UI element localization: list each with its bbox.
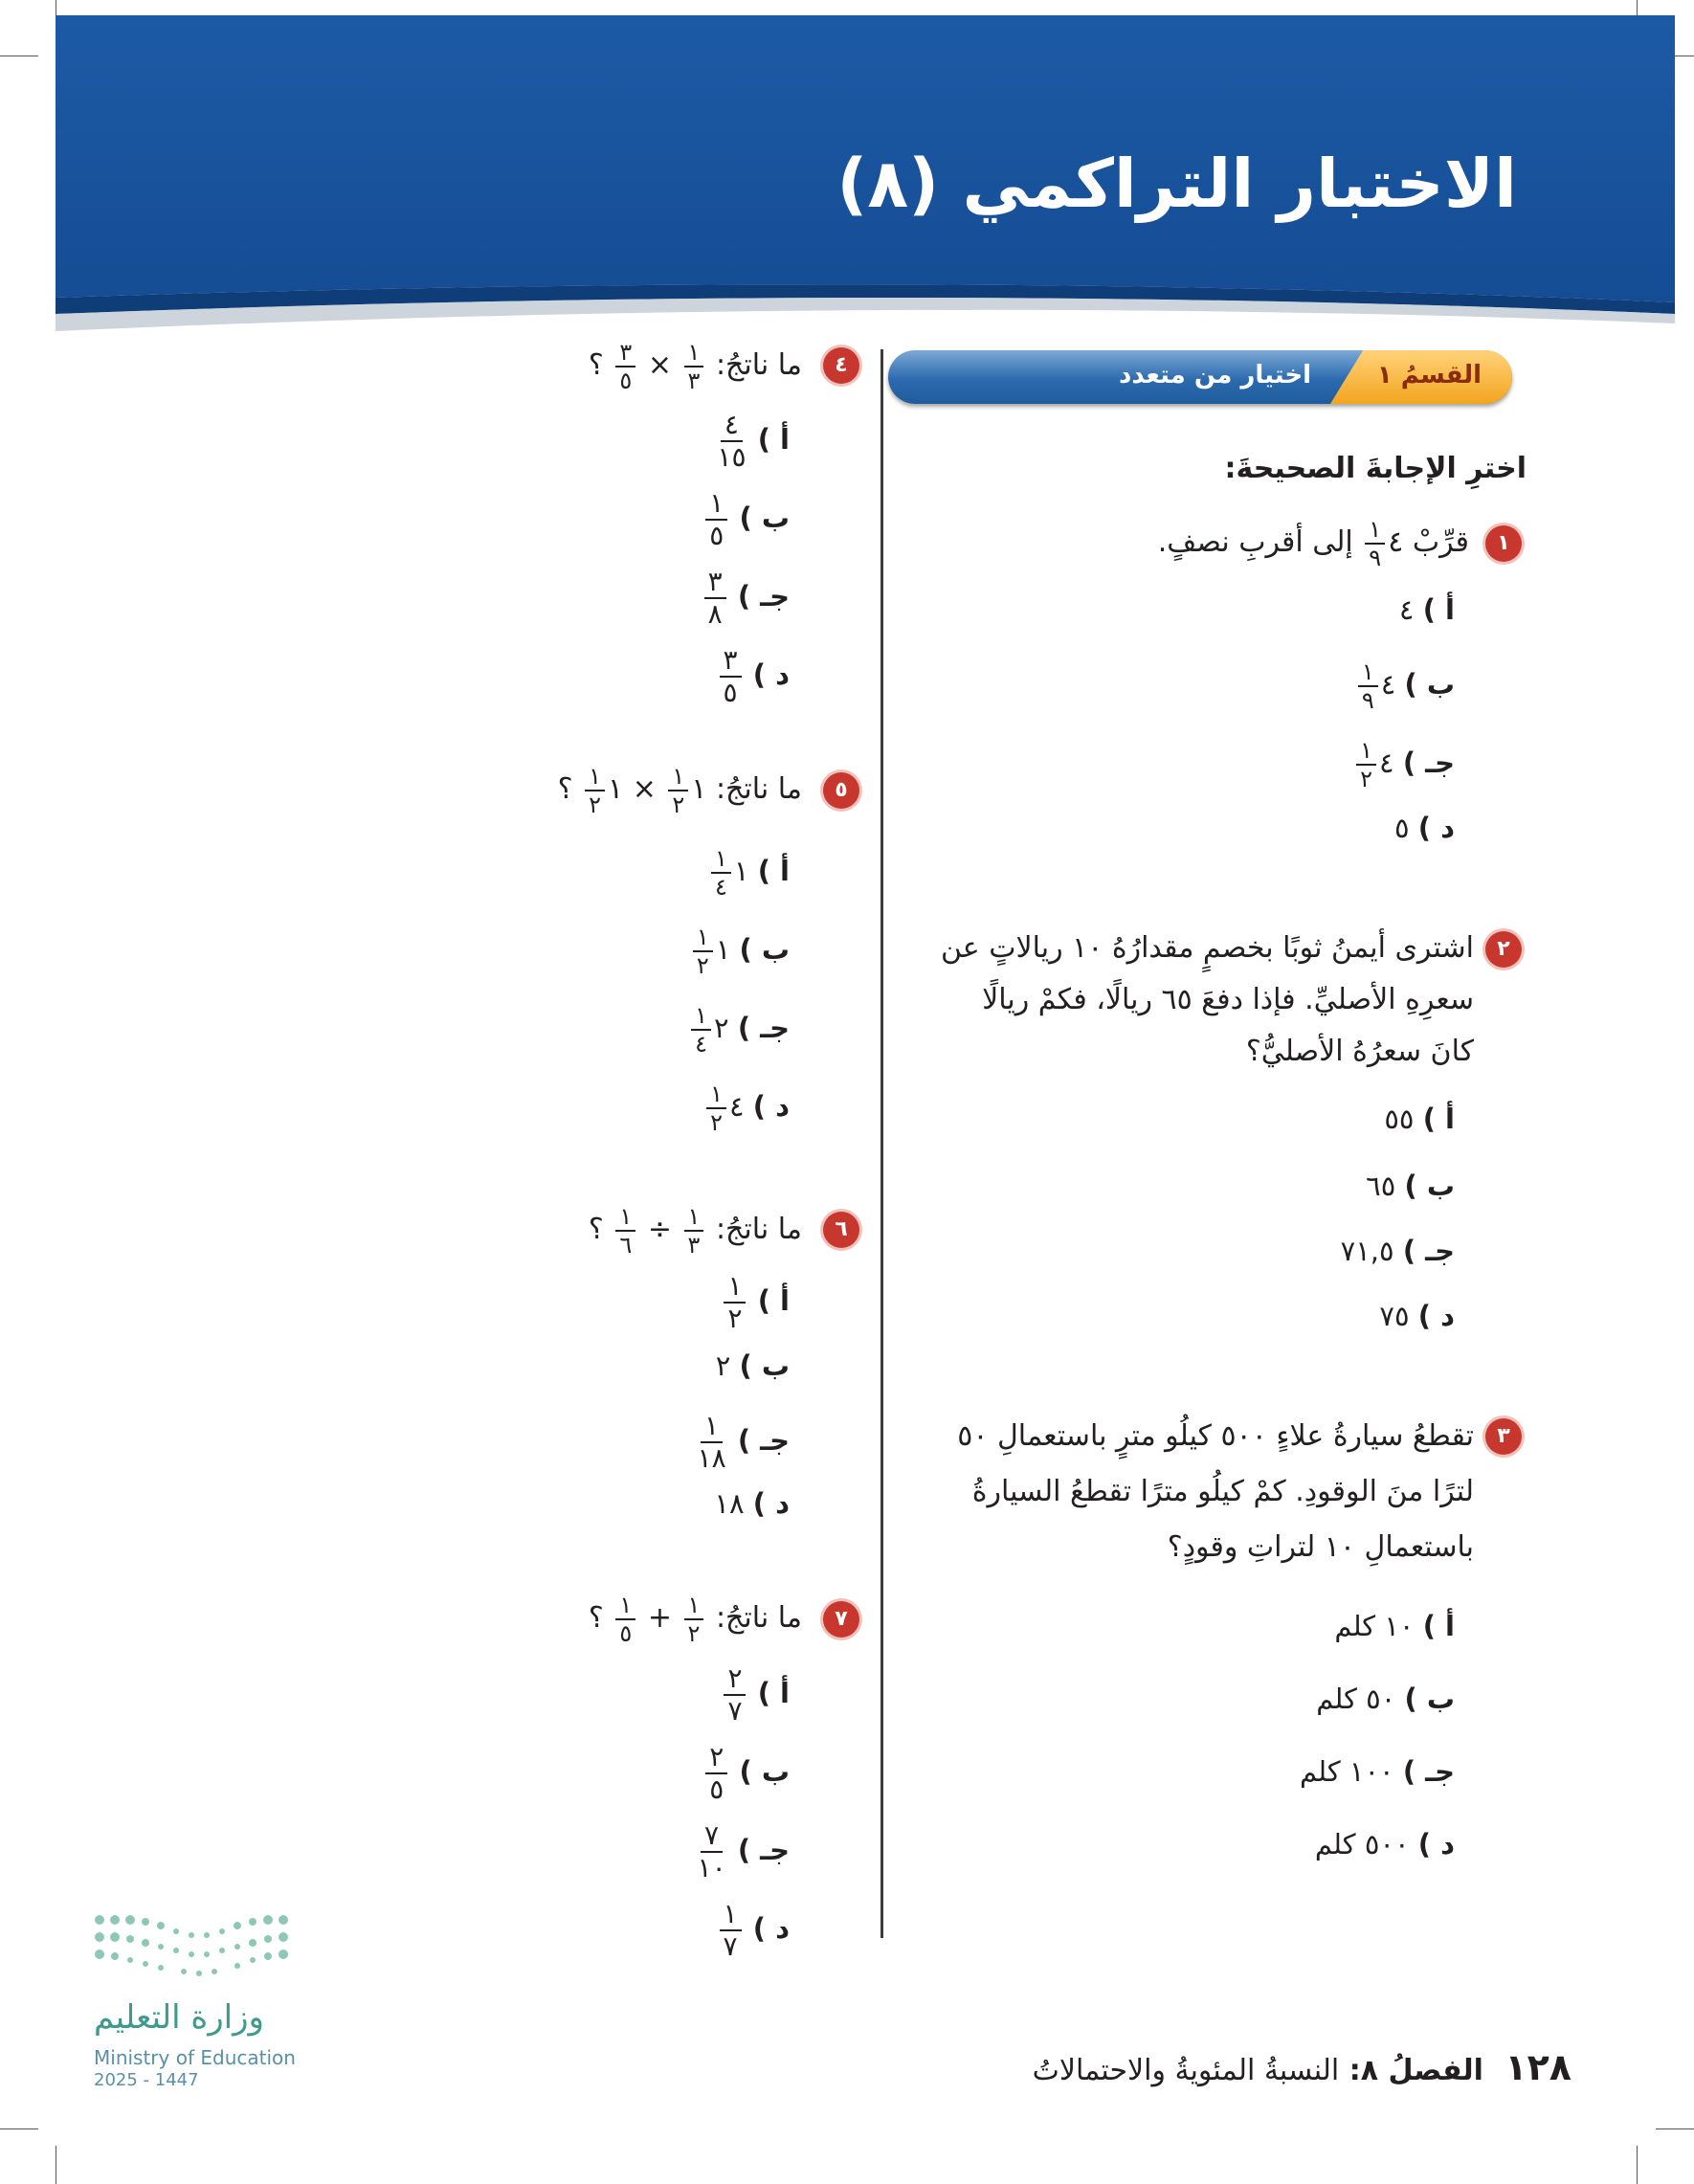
option-d[interactable]: د ) ٥: [1393, 812, 1455, 844]
option-c[interactable]: جـ ) $\frac{٣}{٨}$: [702, 568, 790, 628]
option-b[interactable]: ب ) $\frac{١}{٥}$: [702, 490, 790, 549]
page-title: الاختبار التراكمي (٨): [836, 145, 1517, 223]
option-b[interactable]: ب ) ٤ $\frac{١}{٩}$: [1355, 660, 1455, 712]
question-number: ٥: [823, 772, 859, 809]
page-footer: [1033, 2046, 1571, 2088]
page-number: ١٢٨: [1505, 2046, 1571, 2088]
option-d[interactable]: د ) $\frac{١}{٧}$: [717, 1901, 791, 1960]
crop-mark: [0, 2128, 38, 2129]
option-b[interactable]: ب ) ٥٠ كلم: [1316, 1683, 1455, 1715]
question-text: اشترى أيمنُ ثوبًا بخصمٍ مقدارُهُ ١٠ ريالاتٍ عن سعرِهِ الأصليِّ. فإذا دفعَ ٦٥ ريالًا، فكمْ ريالًا كانَ سعرُهُ الأصليُّ؟: [940, 931, 1474, 1068]
crop-mark: [1637, 2146, 1638, 2184]
section-label: اختيار من متعدد: [1119, 361, 1311, 390]
crop-mark: [1656, 2128, 1694, 2129]
instruction: اخترِ الإجابةَ الصحيحةَ:: [1224, 452, 1527, 485]
ministry-name-arabic: وزارة التعليم: [94, 1998, 264, 2037]
option-c[interactable]: جـ ) ١٠٠ كلم: [1299, 1755, 1455, 1788]
option-b[interactable]: ب ) ١ $\frac{١}{٢}$: [690, 925, 790, 977]
section-number: القسمُ ١: [1376, 361, 1482, 390]
option-d[interactable]: د ) ١٨: [714, 1487, 790, 1520]
option-d[interactable]: د ) ٤ $\frac{١}{٢}$: [703, 1082, 790, 1134]
option-d[interactable]: د ) ٧٥: [1379, 1300, 1455, 1332]
question-number: ١: [1485, 525, 1522, 562]
question-number: ٤: [823, 347, 859, 384]
option-c[interactable]: جـ ) ٧١,٥: [1340, 1235, 1455, 1267]
section-header: [888, 350, 1512, 404]
ministry-logo-icon: [92, 1912, 302, 1989]
option-d[interactable]: د ) ٥٠٠ كلم: [1314, 1828, 1455, 1861]
ministry-year: 2025 - 1447: [94, 2070, 199, 2090]
question-text: ما ناتجُ: $\frac{١}{٣}$ ÷ $\frac{١}{٦}$ ؟: [588, 1202, 802, 1259]
option-b[interactable]: ب ) $\frac{٢}{٥}$: [702, 1744, 790, 1803]
option-a[interactable]: أ ) ٤: [1398, 593, 1455, 626]
option-c[interactable]: جـ ) $\frac{٧}{١٠}$: [697, 1819, 790, 1883]
option-d[interactable]: د ) $\frac{٣}{٥}$: [717, 647, 791, 706]
option-c[interactable]: جـ ) ٢ $\frac{١}{٤}$: [688, 1004, 790, 1056]
column-divider: [880, 349, 883, 1938]
question-number: ٧: [823, 1601, 859, 1638]
header-banner: [56, 15, 1675, 331]
option-a[interactable]: أ ) ١٠ كلم: [1334, 1610, 1455, 1642]
option-a[interactable]: أ ) ١ $\frac{١}{٤}$: [708, 847, 790, 899]
mixed-number: ٤ $\frac{١}{٩}$: [1362, 525, 1403, 559]
option-b[interactable]: ب ) ٦٥: [1366, 1170, 1455, 1202]
option-c[interactable]: جـ ) $\frac{١}{١٨}$: [697, 1410, 790, 1474]
option-a[interactable]: أ ) $\frac{٤}{١٥}$: [717, 409, 790, 473]
fraction: $\frac{١}{٩}$: [1365, 518, 1385, 569]
option-b[interactable]: ب ) ٢: [715, 1349, 790, 1382]
question-number: ٢: [1485, 931, 1522, 968]
question-number: ٣: [1485, 1418, 1522, 1455]
question-text: ما ناتجُ: $\frac{١}{٢}$ + $\frac{١}{٥}$ ؟: [588, 1591, 802, 1647]
option-c[interactable]: جـ ) ٤ $\frac{١}{٢}$: [1353, 739, 1455, 791]
chapter-label: الفصلُ ٨:: [1349, 2054, 1483, 2087]
ministry-name-english: Ministry of Education: [94, 2046, 296, 2069]
question-number: ٦: [823, 1212, 859, 1248]
question-text: ما ناتجُ: ١ $\frac{١}{٢}$ × ١ $\frac{١}{٢}$ ؟: [557, 762, 802, 818]
question-text: قرِّبْ ٤ $\frac{١}{٩}$ إلى أقربِ نصفٍ.: [1157, 515, 1469, 571]
option-a[interactable]: أ ) $\frac{١}{٢}$: [721, 1273, 790, 1332]
question-text: ما ناتجُ: $\frac{١}{٣}$ × $\frac{٣}{٥}$ ؟: [588, 338, 802, 394]
chapter-title: النسبةُ المئويةُ والاحتمالاتُ: [1032, 2054, 1340, 2087]
option-a[interactable]: أ ) $\frac{٢}{٧}$: [721, 1665, 790, 1725]
question-text: تقطعُ سيارةُ علاءٍ ٥٠٠ كيلُو مترٍ باستعمالِ ٥٠ لترًا منَ الوقودِ. كمْ كيلُو مترًا تقطعُ السيارةُ باستعمالِ ١٠ لتراتِ وقودٍ؟: [957, 1419, 1474, 1564]
option-a[interactable]: أ ) ٥٥: [1384, 1103, 1455, 1135]
